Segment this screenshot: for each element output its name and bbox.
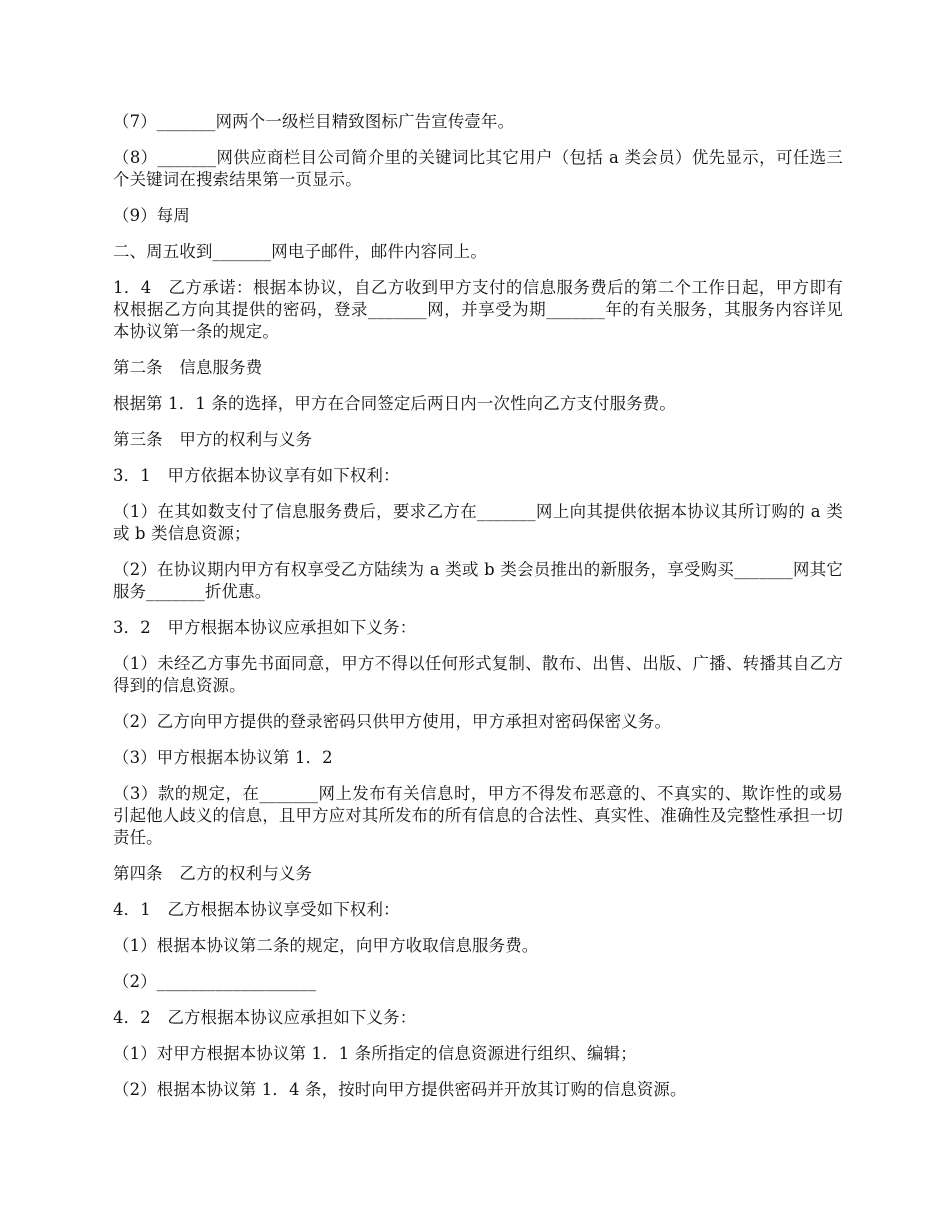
paragraph-clause-4-2: 4．2 乙方根据本协议应承担如下义务： xyxy=(113,1008,417,1027)
document-page xyxy=(113,111,843,1115)
paragraph-friday-email: 二、周五收到_______网电子邮件，邮件内容同上。 xyxy=(113,242,487,261)
paragraph-clause-3-2-item-2: （2）乙方向甲方提供的登录密码只供甲方使用，甲方承担对密码保密义务。 xyxy=(113,712,672,731)
paragraph-clause-3-1-item-1: （1）在其如数支付了信息服务费后，要求乙方在_______网上向其提供依据本协议其所订购的 a 类或 b 类信息资源； xyxy=(113,502,843,543)
paragraph-clause-4-1-item-1: （1）根据本协议第二条的规定，向甲方收取信息服务费。 xyxy=(113,936,539,955)
paragraph-clause-3-2-item-1: （1）未经乙方事先书面同意，甲方不得以任何形式复制、散布、出售、出版、广播、转播其自乙方得到的信息资源。 xyxy=(113,654,843,695)
paragraph-clause-3-1-item-2: （2）在协议期内甲方有权享受乙方陆续为 a 类或 b 类会员推出的新服务，享受购买_______网其它服务_______折优惠。 xyxy=(113,560,843,601)
paragraph-clause-3-1: 3．1 甲方依据本协议享有如下权利： xyxy=(113,466,400,485)
paragraph-clause-3-2-item-3-cont: （3）款的规定，在_______网上发布有关信息时，甲方不得发布恶意的、不真实的、欺诈性的或易引起他人歧义的信息，且甲方应对其所发布的所有信息的合法性、真实性、准确性及完整性承担一切责任。 xyxy=(113,784,843,847)
paragraph-clause-7: （7）_______网两个一级栏目精致图标广告宣传壹年。 xyxy=(113,112,515,131)
paragraph-clause-3-2: 3．2 甲方根据本协议应承担如下义务： xyxy=(113,618,417,637)
paragraph-clause-3-2-item-3: （3）甲方根据本协议第 1．2 xyxy=(113,748,333,767)
paragraph-article-2-body: 根据第 1．1 条的选择，甲方在合同签定后两日内一次性向乙方支付服务费。 xyxy=(113,394,676,413)
paragraph-clause-1-4: 1．4 乙方承诺：根据本协议，自乙方收到甲方支付的信息服务费后的第二个工作日起，甲方即有权根据乙方向其提供的密码，登录_______网，并享受为期_______年的有关服务，其服务内容详见本协议第一条的规定。 xyxy=(113,278,843,341)
heading-article-2: 第二条 信息服务费 xyxy=(113,358,263,377)
paragraph-clause-8: （8）_______网供应商栏目公司简介里的关键词比其它用户（包括 a 类会员）优先显示，可任选三个关键词在搜索结果第一页显示。 xyxy=(113,148,843,189)
paragraph-clause-9: （9）每周 xyxy=(113,206,190,225)
paragraph-clause-4-2-item-1: （1）对甲方根据本协议第 1．1 条所指定的信息资源进行组织、编辑； xyxy=(113,1044,637,1063)
heading-article-4: 第四条 乙方的权利与义务 xyxy=(113,864,313,883)
heading-article-3: 第三条 甲方的权利与义务 xyxy=(113,430,313,449)
paragraph-clause-4-1-item-2: （2）___________________ xyxy=(113,972,317,991)
paragraph-clause-4-2-item-2: （2）根据本协议第 1．4 条，按时向甲方提供密码并开放其订购的信息资源。 xyxy=(113,1080,687,1099)
paragraph-clause-4-1: 4．1 乙方根据本协议享受如下权利： xyxy=(113,900,400,919)
